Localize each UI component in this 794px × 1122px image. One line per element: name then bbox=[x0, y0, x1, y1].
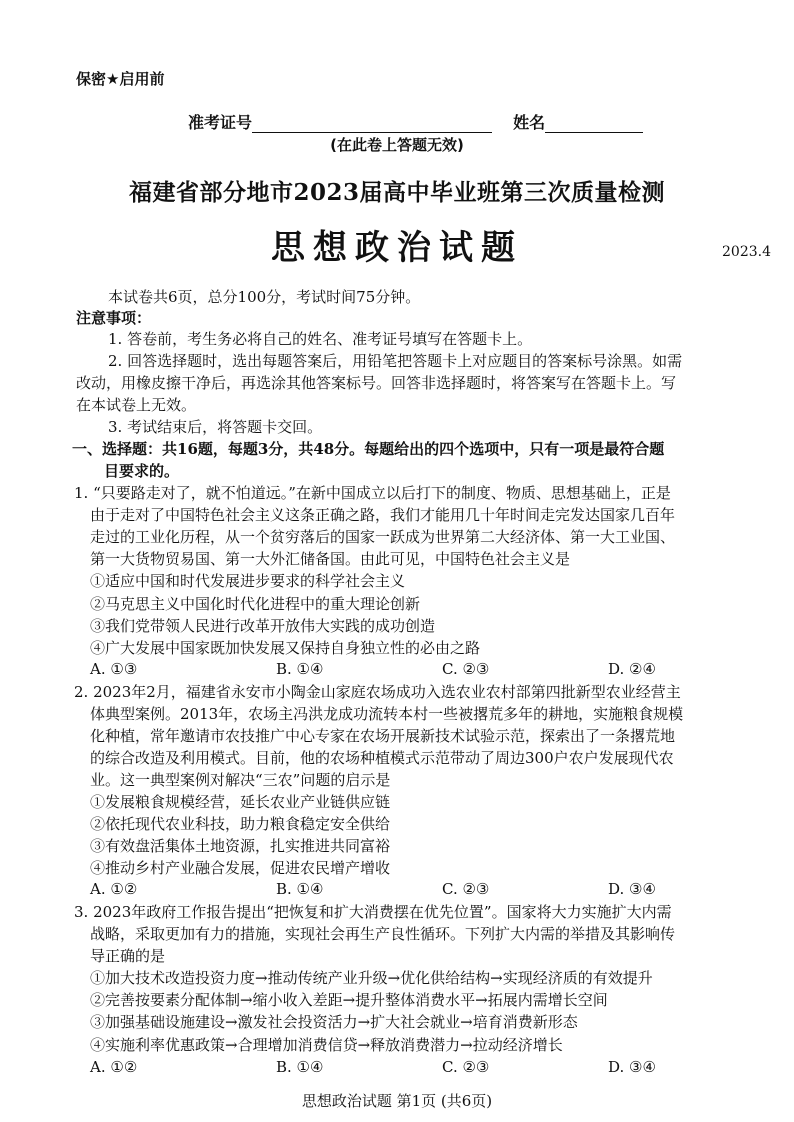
question-stem: 体典型案例。2013年，农场主冯洪龙成功流转本村一些被撂荒多年的耕地，实施粮食规模 bbox=[90, 704, 684, 723]
question-stem: 的综合改造及利用模式。目前，他的农场种植模式示范带动了周边300户农户发展现代农 bbox=[90, 748, 674, 767]
notice-line: 1. 答卷前，考生务必将自己的姓名、准考证号填写在答题卡上。 bbox=[108, 330, 533, 349]
option-a[interactable]: A. ①② bbox=[90, 879, 138, 898]
notice-line: 改动，用橡皮擦干净后，再选涂其他答案标号。回答非选择题时，将答案写在答题卡上。写 bbox=[76, 374, 677, 393]
notice-line: 2. 回答选择题时，选出每题答案后，用铅笔把答题卡上对应题目的答案标号涂黑。如需 bbox=[108, 352, 683, 371]
candidate-id-label: 准考证号 bbox=[188, 113, 253, 132]
notice-heading: 注意事项： bbox=[76, 309, 152, 328]
statement-item: ②马克思主义中国化时代化进程中的重大理论创新 bbox=[90, 594, 421, 613]
statement-item: ②依托现代农业科技，助力粮食稳定安全供给 bbox=[90, 814, 391, 833]
paper-summary: 本试卷共6页，总分100分，考试时间75分钟。 bbox=[108, 288, 421, 306]
question-stem: 第一大货物贸易国、第一大外汇储备国。由此可见，中国特色社会主义是 bbox=[90, 550, 571, 569]
option-a[interactable]: A. ①② bbox=[90, 1058, 138, 1076]
statement-item: ④推动乡村产业融合发展，促进农民增产增收 bbox=[90, 858, 391, 877]
confidential-label: 保密★启用前 bbox=[76, 70, 165, 88]
statement-item: ④实施利率优惠政策→合理增加消费信贷→释放消费潜力→拉动经济增长 bbox=[90, 1036, 563, 1054]
question-stem: 3. 2023年政府工作报告提出“把恢复和扩大消费摆在优先位置”。国家将大力实施扩大内需 bbox=[74, 902, 672, 921]
name-blank bbox=[545, 116, 643, 133]
section-heading-cont: 目要求的。 bbox=[104, 462, 180, 481]
question-stem: 由于走对了中国特色社会主义这条正确之路，我们才能用几十年时间走完发达国家几百年 bbox=[90, 506, 676, 525]
statement-item: ③有效盘活集体土地资源，扎实推进共同富裕 bbox=[90, 836, 391, 855]
exam-date: 2023.4 bbox=[722, 244, 771, 260]
option-c[interactable]: C. ②③ bbox=[442, 1058, 490, 1076]
option-b[interactable]: B. ①④ bbox=[276, 1058, 324, 1076]
statement-item: ③我们党带领人民进行改革开放伟大实践的成功创造 bbox=[90, 616, 436, 635]
question-stem: 战略，采取更加有力的措施，实现社会再生产良性循环。下列扩大内需的举措及其影响传 bbox=[90, 924, 676, 943]
option-c[interactable]: C. ②③ bbox=[442, 659, 490, 678]
statement-item: ③加强基础设施建设→激发社会投资活力→扩大社会就业→培育消费新形态 bbox=[90, 1013, 578, 1031]
option-d[interactable]: D. ③④ bbox=[608, 1058, 656, 1076]
exam-title: 福建省部分地市2023届高中毕业班第三次质量检测 bbox=[128, 179, 665, 206]
question-stem: 2. 2023年2月，福建省永安市小陶金山家庭农场成功入选农业农村部第四批新型农业经营主 bbox=[74, 682, 681, 701]
option-a[interactable]: A. ①③ bbox=[90, 659, 138, 678]
option-d[interactable]: D. ②④ bbox=[608, 659, 656, 678]
question-stem: 走过的工业化历程，从一个贫穷落后的国家一跃成为世界第二大经济体、第一大工业国、 bbox=[90, 528, 676, 547]
question-stem: 业。这一典型案例对解决“三农”问题的启示是 bbox=[90, 770, 391, 789]
statement-item: ④广大发展中国家既加快发展又保持自身独立性的必由之路 bbox=[90, 638, 481, 657]
name-label: 姓名 bbox=[513, 113, 546, 132]
section-heading: 一、选择题：共16题，每题3分，共48分。每题给出的四个选项中，只有一项是最符合题 bbox=[72, 440, 665, 459]
answer-options bbox=[0, 1058, 794, 1078]
question-stem: 化种植，常年邀请市农技推广中心专家在农场开展新技术试验示范，探索出了一条撂荒地 bbox=[90, 726, 676, 745]
subject-title: 思想政治试题 bbox=[271, 228, 523, 268]
option-b[interactable]: B. ①④ bbox=[276, 879, 324, 898]
answer-options bbox=[0, 660, 794, 680]
question-stem: 1. “只要路走对了，就不怕道远。”在新中国成立以后打下的制度、物质、思想基础上，正是 bbox=[74, 484, 671, 503]
answer-options bbox=[0, 880, 794, 900]
statement-item: ②完善按要素分配体制→缩小收入差距→提升整体消费水平→拓展内需增长空间 bbox=[90, 991, 608, 1009]
page-footer: 思想政治试题 第1页 (共6页) bbox=[301, 1092, 493, 1110]
statement-item: ①加大技术改造投资力度→推动传统产业升级→优化供给结构→实现经济质的有效提升 bbox=[90, 968, 653, 987]
notice-line: 3. 考试结束后，将答题卡交回。 bbox=[108, 418, 323, 437]
question-stem: 导正确的是 bbox=[90, 946, 166, 965]
candidate-id-blank bbox=[252, 116, 492, 133]
candidate-id-line bbox=[188, 110, 643, 133]
option-d[interactable]: D. ③④ bbox=[608, 879, 656, 898]
notice-line: 在本试卷上无效。 bbox=[76, 396, 197, 415]
option-b[interactable]: B. ①④ bbox=[276, 659, 324, 678]
invalid-note: (在此卷上答题无效) bbox=[330, 136, 464, 154]
option-c[interactable]: C. ②③ bbox=[442, 879, 490, 898]
statement-item: ①适应中国和时代发展进步要求的科学社会主义 bbox=[90, 572, 406, 591]
statement-item: ①发展粮食规模经营，延长农业产业链供应链 bbox=[90, 792, 391, 811]
